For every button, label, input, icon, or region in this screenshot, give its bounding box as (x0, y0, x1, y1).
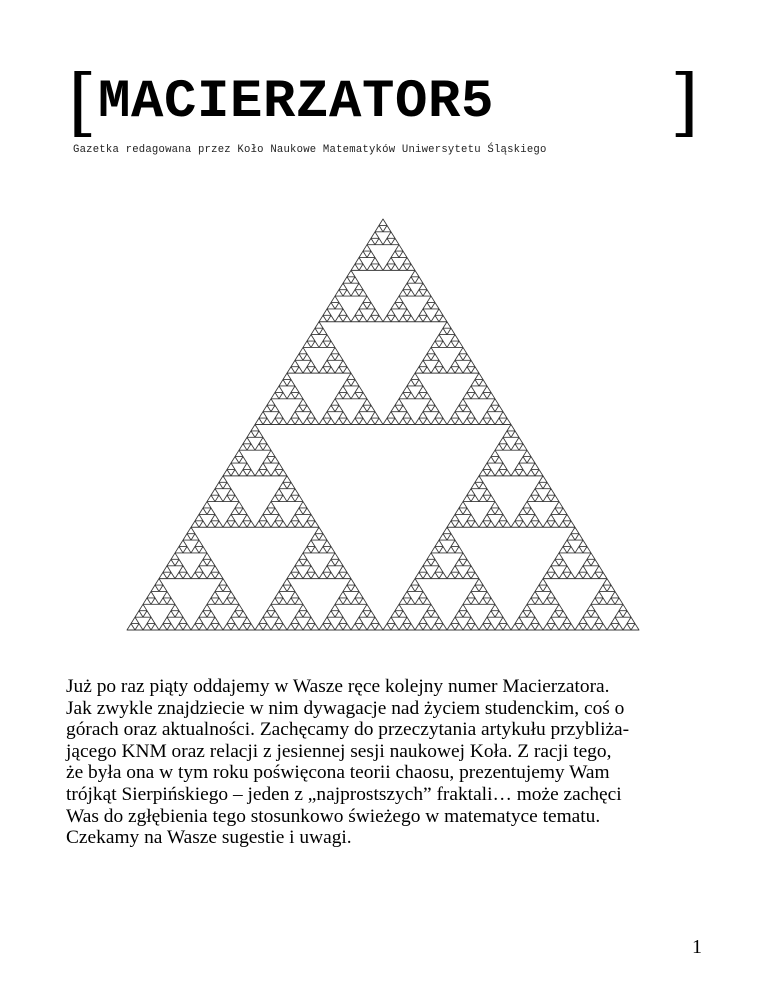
sierpinski-triangle-figure (125, 218, 641, 632)
intro-line: Jak zwykle znajdziecie w nim dywagacje nad życiem studenckim, coś o (66, 697, 625, 719)
intro-line: Już po raz piąty oddajemy w Wasze ręce kolejny numer Macierzatora. (66, 676, 610, 697)
masthead-subtitle: Gazetka redagowana przez Koło Naukowe Matematyków Uniwersytetu Śląskiego (73, 144, 547, 156)
masthead-bracket-right: ] (670, 59, 699, 145)
masthead (68, 59, 700, 145)
intro-line: trójkąt Sierpińskiego – jeden z „najprostszych” fraktali… może zachęci (66, 783, 622, 805)
masthead-bracket-left: [ (68, 59, 97, 145)
intro-line: Was do zgłębienia tego stosunkowo świeżego w matematyce tematu. (66, 805, 601, 827)
sierpinski-triangle (127, 219, 639, 630)
intro-line: że była ona w tym roku poświęcona teorii chaosu, prezentujemy Wam (66, 762, 610, 784)
page-number: 1 (692, 936, 702, 958)
intro-line: Czekamy na Wasze sugestie i uwagi. (66, 827, 352, 849)
intro-line: górach oraz aktualności. Zachęcamy do przeczytania artykułu przybliża- (66, 719, 630, 741)
intro-paragraph (66, 676, 702, 849)
intro-line: jącego KNM oraz relacji z jesiennej sesji naukowej Koła. Z racji tego, (66, 740, 612, 762)
masthead-title: MACIERZATOR5 (98, 72, 495, 133)
